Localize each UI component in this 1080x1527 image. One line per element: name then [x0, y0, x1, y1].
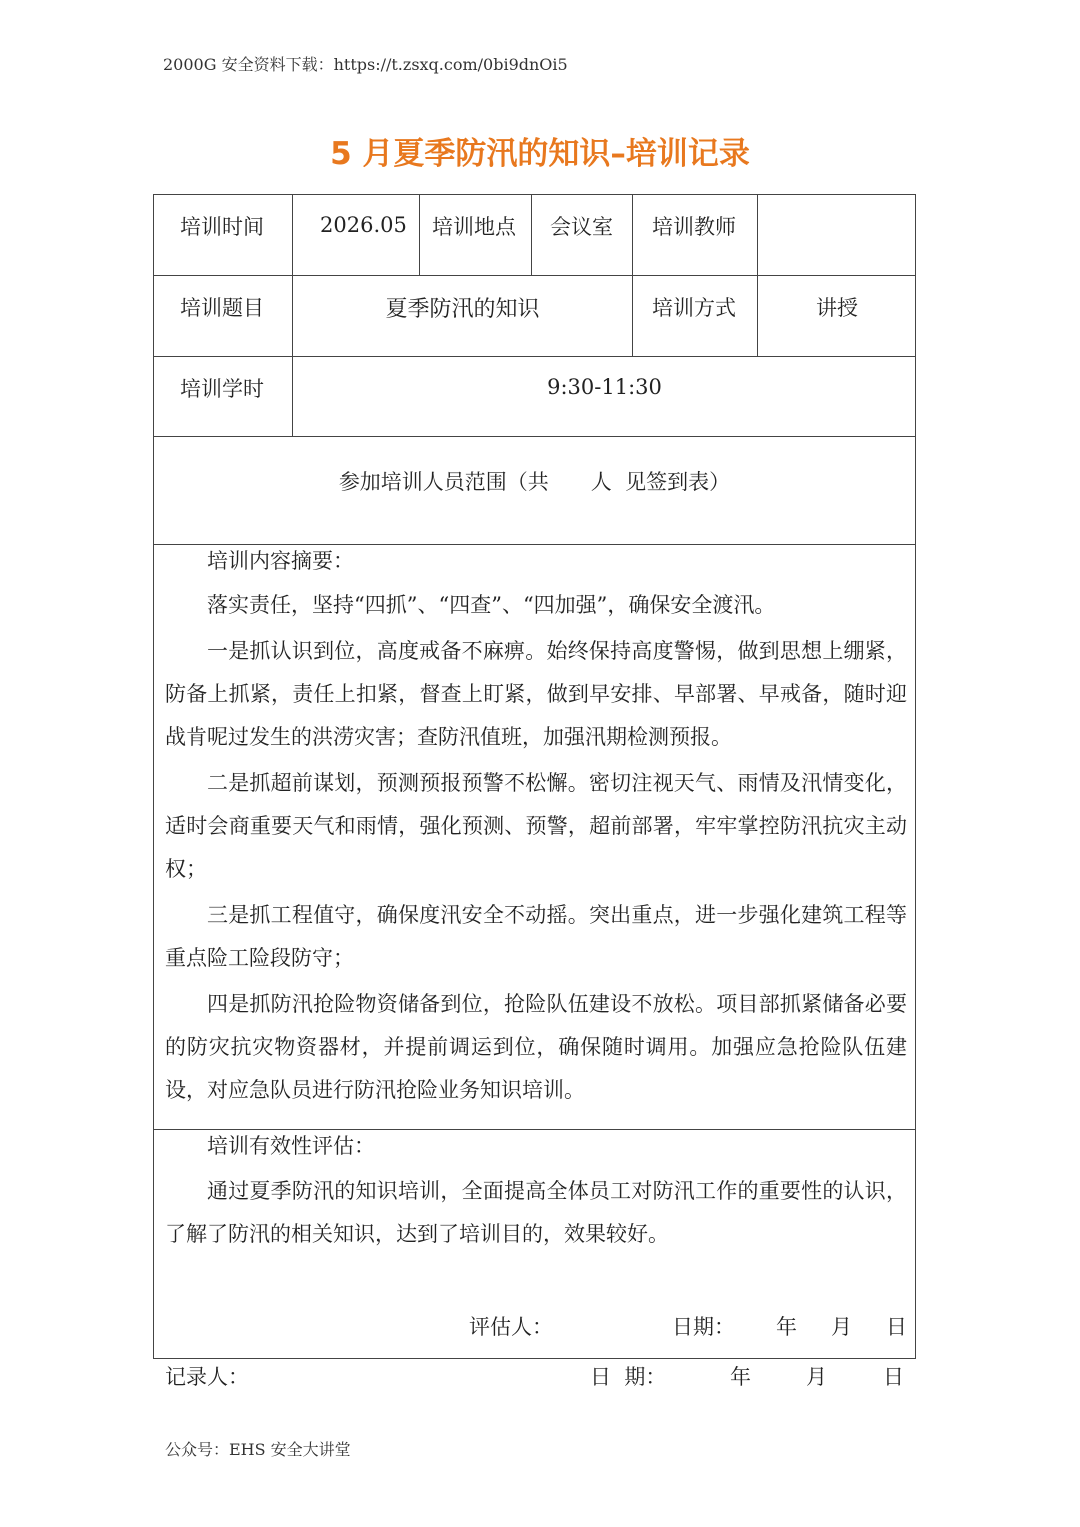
- record-date-label: 日 期：: [590, 1365, 667, 1389]
- training-hours-label: 培训学时: [180, 377, 264, 401]
- summary-paragraph: 三是抓工程值守，确保度汛安全不动摇。突出重点，进一步强化建筑工程等重点险工险段防守；: [165, 903, 907, 970]
- training-place-value: 会议室: [550, 215, 613, 239]
- footer-account: 公众号：EHS 安全大讲堂: [165, 1440, 351, 1459]
- row-divider: [153, 436, 916, 437]
- table-border-left: [153, 194, 154, 1359]
- evaluation-text: 通过夏季防汛的知识培训，全面提高全体员工对防汛工作的重要性的认识，了解了防汛的相关知识，达到了培训目的，效果较好。: [165, 1179, 907, 1246]
- training-method-label: 培训方式: [652, 296, 736, 320]
- summary-paragraph: 四是抓防汛抢险物资储备到位，抢险队伍建设不放松。项目部抓紧储备必要的防灾抗灾物资器材，并提前调运到位，确保随时调用。加强应急抢险队伍建设，对应急队员进行防汛抢险业务知识培训。: [165, 992, 907, 1102]
- training-hours-value: 9:30-11:30: [547, 375, 662, 399]
- evaluation-content: [165, 1170, 907, 1256]
- summary-paragraph: 二是抓超前谋划，预测预报预警不松懈。密切注视天气、雨情及汛情变化，适时会商重要天气和雨情，强化预测、预警，超前部署，牢牢掌控防汛抗灾主动权；: [165, 771, 907, 881]
- evaluation-year: 年: [776, 1315, 797, 1339]
- col-divider: [757, 194, 758, 357]
- training-topic-label: 培训题目: [180, 296, 264, 320]
- evaluation-heading: 培训有效性评估：: [207, 1134, 375, 1158]
- training-time-label: 培训时间: [180, 215, 264, 239]
- training-place-label: 培训地点: [432, 215, 516, 239]
- evaluation-date-label: 日期：: [672, 1315, 735, 1339]
- summary-content: [165, 584, 907, 1112]
- table-border-right: [915, 194, 916, 1359]
- training-topic-value: 夏季防汛的知识: [385, 297, 540, 322]
- evaluation-day: 日: [886, 1315, 907, 1339]
- row-divider: [153, 275, 916, 276]
- training-method-value: 讲授: [816, 296, 858, 320]
- summary-paragraph: 落实责任，坚持“四抓”、“四查”、“四加强”，确保安全渡汛。: [207, 593, 776, 617]
- summary-paragraph: 一是抓认识到位，高度戒备不麻痹。始终保持高度警惕，做到思想上绷紧，防备上抓紧，责任上扣紧，督查上盯紧，做到早安排、早部署、早戒备，随时迎战肯呢过发生的洪涝灾害；查防汛值班，加强汛期检测预报。: [165, 639, 907, 749]
- evaluation-month: 月: [831, 1315, 852, 1339]
- recorder-label: 记录人：: [165, 1365, 249, 1389]
- col-divider: [632, 194, 633, 357]
- table-border-bottom: [153, 1358, 916, 1359]
- training-teacher-label: 培训教师: [652, 215, 736, 239]
- col-divider: [419, 194, 420, 276]
- participants-text: 参加培训人员范围（共 人 见签到表）: [338, 470, 731, 494]
- row-divider: [153, 356, 916, 357]
- record-day: 日: [883, 1365, 904, 1389]
- page-title: 5 月夏季防汛的知识–培训记录: [330, 136, 750, 172]
- download-link-text: 2000G 安全资料下载：https://t.zsxq.com/0bi9dnOi5: [163, 55, 568, 74]
- record-year: 年: [730, 1365, 751, 1389]
- summary-heading: 培训内容摘要：: [207, 549, 354, 573]
- training-time-value: 2026.05: [320, 213, 407, 237]
- col-divider: [531, 194, 532, 276]
- record-month: 月: [806, 1365, 827, 1389]
- assessor-label: 评估人：: [469, 1315, 553, 1339]
- table-border-top: [153, 194, 916, 195]
